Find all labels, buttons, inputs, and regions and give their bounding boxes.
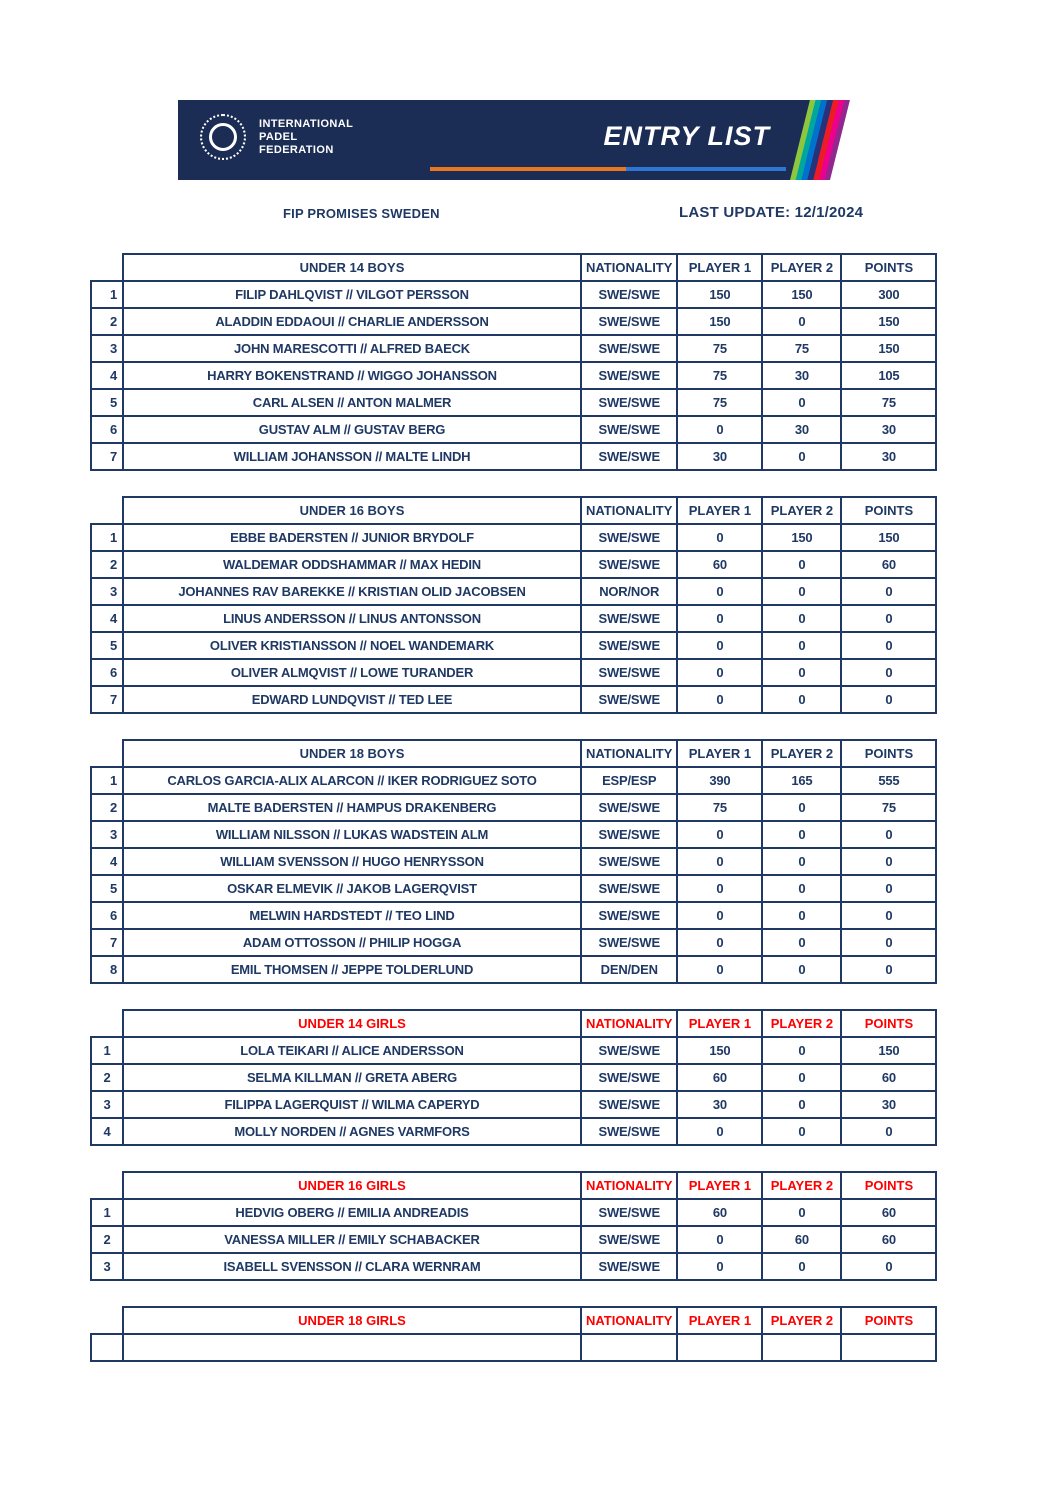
player2-points: 0 bbox=[762, 848, 841, 875]
total-points: 30 bbox=[841, 1091, 936, 1118]
column-header-points: POINTS bbox=[841, 497, 936, 524]
player1-points: 0 bbox=[677, 875, 762, 902]
rank: 3 bbox=[91, 1253, 123, 1280]
team-names: OLIVER KRISTIANSSON // NOEL WANDEMARK bbox=[123, 632, 581, 659]
player1-points: 60 bbox=[677, 1064, 762, 1091]
total-points: 0 bbox=[841, 848, 936, 875]
table-header-row bbox=[91, 1010, 936, 1037]
rank: 1 bbox=[91, 767, 123, 794]
player1-points: 0 bbox=[677, 578, 762, 605]
table-row bbox=[91, 794, 936, 821]
player2-points: 0 bbox=[762, 605, 841, 632]
total-points: 0 bbox=[841, 578, 936, 605]
team-names: WILLIAM NILSSON // LUKAS WADSTEIN ALM bbox=[123, 821, 581, 848]
table-row bbox=[91, 524, 936, 551]
table-row bbox=[91, 767, 936, 794]
player2-points: 0 bbox=[762, 308, 841, 335]
column-header-player2: PLAYER 2 bbox=[762, 1172, 841, 1199]
nationality: SWE/SWE bbox=[581, 335, 677, 362]
nationality: SWE/SWE bbox=[581, 929, 677, 956]
total-points: 30 bbox=[841, 416, 936, 443]
table-row bbox=[91, 956, 936, 983]
table-row bbox=[91, 578, 936, 605]
player1-points: 0 bbox=[677, 659, 762, 686]
total-points: 60 bbox=[841, 1199, 936, 1226]
total-points: 0 bbox=[841, 956, 936, 983]
player1-points: 0 bbox=[677, 848, 762, 875]
team-names: ISABELL SVENSSON // CLARA WERNRAM bbox=[123, 1253, 581, 1280]
team-names: HEDVIG OBERG // EMILIA ANDREADIS bbox=[123, 1199, 581, 1226]
event-name: FIP PROMISES SWEDEN bbox=[283, 206, 440, 221]
nationality: NOR/NOR bbox=[581, 578, 677, 605]
player1-points: 150 bbox=[677, 308, 762, 335]
table-title: UNDER 18 GIRLS bbox=[123, 1307, 581, 1334]
nationality: SWE/SWE bbox=[581, 443, 677, 470]
table-row bbox=[91, 686, 936, 713]
header-banner bbox=[178, 100, 828, 180]
column-header-nationality: NATIONALITY bbox=[581, 254, 677, 281]
table-row bbox=[91, 605, 936, 632]
column-header-player2: PLAYER 2 bbox=[762, 1307, 841, 1334]
nationality: SWE/SWE bbox=[581, 821, 677, 848]
team-names: ALADDIN EDDAOUI // CHARLIE ANDERSSON bbox=[123, 308, 581, 335]
nationality: SWE/SWE bbox=[581, 875, 677, 902]
player2-points: 0 bbox=[762, 443, 841, 470]
player2-points: 0 bbox=[762, 686, 841, 713]
team-names: FILIPPA LAGERQUIST // WILMA CAPERYD bbox=[123, 1091, 581, 1118]
table-row bbox=[91, 929, 936, 956]
column-header-nationality: NATIONALITY bbox=[581, 740, 677, 767]
column-header-points: POINTS bbox=[841, 1010, 936, 1037]
rank: 3 bbox=[91, 821, 123, 848]
table-row bbox=[91, 281, 936, 308]
rank: 4 bbox=[91, 362, 123, 389]
player2-points: 0 bbox=[762, 821, 841, 848]
rank: 8 bbox=[91, 956, 123, 983]
column-header-player2: PLAYER 2 bbox=[762, 1010, 841, 1037]
total-points: 0 bbox=[841, 605, 936, 632]
player1-points: 75 bbox=[677, 335, 762, 362]
total-points: 60 bbox=[841, 1064, 936, 1091]
total-points: 75 bbox=[841, 794, 936, 821]
column-header-points: POINTS bbox=[841, 254, 936, 281]
rank-header-spacer bbox=[91, 254, 123, 281]
player2-points: 0 bbox=[762, 929, 841, 956]
column-header-points: POINTS bbox=[841, 1172, 936, 1199]
rank: 1 bbox=[91, 524, 123, 551]
rank: 3 bbox=[91, 1091, 123, 1118]
total-points: 60 bbox=[841, 1226, 936, 1253]
player1-points bbox=[677, 1334, 762, 1361]
nationality: SWE/SWE bbox=[581, 659, 677, 686]
table-row bbox=[91, 1037, 936, 1064]
total-points: 105 bbox=[841, 362, 936, 389]
entry-table bbox=[90, 1009, 937, 1146]
nationality: ESP/ESP bbox=[581, 767, 677, 794]
nationality: SWE/SWE bbox=[581, 605, 677, 632]
table-row bbox=[91, 1226, 936, 1253]
rank: 2 bbox=[91, 1064, 123, 1091]
banner-title: ENTRY LIST bbox=[603, 121, 770, 151]
nationality: SWE/SWE bbox=[581, 416, 677, 443]
table-row bbox=[91, 1091, 936, 1118]
column-header-player1: PLAYER 1 bbox=[677, 1010, 762, 1037]
nationality: SWE/SWE bbox=[581, 524, 677, 551]
rank: 2 bbox=[91, 551, 123, 578]
player2-points: 150 bbox=[762, 524, 841, 551]
rank: 6 bbox=[91, 416, 123, 443]
table-header-row bbox=[91, 1307, 936, 1334]
nationality: SWE/SWE bbox=[581, 1064, 677, 1091]
nationality: SWE/SWE bbox=[581, 281, 677, 308]
table-header-row bbox=[91, 1172, 936, 1199]
rank bbox=[91, 1334, 123, 1361]
table-row bbox=[91, 848, 936, 875]
player1-points: 75 bbox=[677, 362, 762, 389]
column-header-nationality: NATIONALITY bbox=[581, 497, 677, 524]
player1-points: 150 bbox=[677, 281, 762, 308]
player2-points bbox=[762, 1334, 841, 1361]
table-row bbox=[91, 659, 936, 686]
total-points: 0 bbox=[841, 875, 936, 902]
player1-points: 0 bbox=[677, 632, 762, 659]
column-header-nationality: NATIONALITY bbox=[581, 1307, 677, 1334]
total-points: 0 bbox=[841, 659, 936, 686]
total-points: 150 bbox=[841, 308, 936, 335]
player1-points: 0 bbox=[677, 1118, 762, 1145]
column-header-nationality: NATIONALITY bbox=[581, 1172, 677, 1199]
player2-points: 150 bbox=[762, 281, 841, 308]
total-points bbox=[841, 1334, 936, 1361]
table-title: UNDER 16 BOYS bbox=[123, 497, 581, 524]
column-header-player1: PLAYER 1 bbox=[677, 1307, 762, 1334]
player2-points: 0 bbox=[762, 1199, 841, 1226]
column-header-player1: PLAYER 1 bbox=[677, 1172, 762, 1199]
player2-points: 0 bbox=[762, 875, 841, 902]
player1-points: 150 bbox=[677, 1037, 762, 1064]
team-names: LOLA TEIKARI // ALICE ANDERSSON bbox=[123, 1037, 581, 1064]
rank: 7 bbox=[91, 929, 123, 956]
player2-points: 30 bbox=[762, 362, 841, 389]
column-header-nationality: NATIONALITY bbox=[581, 1010, 677, 1037]
total-points: 60 bbox=[841, 551, 936, 578]
player1-points: 0 bbox=[677, 821, 762, 848]
rank-header-spacer bbox=[91, 1307, 123, 1334]
player1-points: 75 bbox=[677, 794, 762, 821]
nationality: SWE/SWE bbox=[581, 1037, 677, 1064]
team-names: CARL ALSEN // ANTON MALMER bbox=[123, 389, 581, 416]
player1-points: 0 bbox=[677, 1253, 762, 1280]
player2-points: 0 bbox=[762, 1064, 841, 1091]
rank: 5 bbox=[91, 632, 123, 659]
rank: 5 bbox=[91, 875, 123, 902]
column-header-player1: PLAYER 1 bbox=[677, 497, 762, 524]
team-names: WALDEMAR ODDSHAMMAR // MAX HEDIN bbox=[123, 551, 581, 578]
nationality: SWE/SWE bbox=[581, 551, 677, 578]
player1-points: 390 bbox=[677, 767, 762, 794]
nationality: SWE/SWE bbox=[581, 389, 677, 416]
player2-points: 0 bbox=[762, 1118, 841, 1145]
rank: 1 bbox=[91, 1037, 123, 1064]
rank: 1 bbox=[91, 281, 123, 308]
total-points: 150 bbox=[841, 1037, 936, 1064]
total-points: 0 bbox=[841, 632, 936, 659]
rank-header-spacer bbox=[91, 1010, 123, 1037]
table-title: UNDER 14 BOYS bbox=[123, 254, 581, 281]
total-points: 555 bbox=[841, 767, 936, 794]
nationality: SWE/SWE bbox=[581, 1091, 677, 1118]
column-header-player1: PLAYER 1 bbox=[677, 254, 762, 281]
total-points: 30 bbox=[841, 443, 936, 470]
tables-container bbox=[0, 253, 1058, 1387]
rank: 2 bbox=[91, 308, 123, 335]
team-names: OLIVER ALMQVIST // LOWE TURANDER bbox=[123, 659, 581, 686]
total-points: 0 bbox=[841, 929, 936, 956]
nationality: SWE/SWE bbox=[581, 794, 677, 821]
player2-points: 0 bbox=[762, 578, 841, 605]
column-header-player2: PLAYER 2 bbox=[762, 497, 841, 524]
rank: 7 bbox=[91, 686, 123, 713]
column-header-player2: PLAYER 2 bbox=[762, 254, 841, 281]
team-names: WILLIAM SVENSSON // HUGO HENRYSSON bbox=[123, 848, 581, 875]
rank: 4 bbox=[91, 848, 123, 875]
rank: 4 bbox=[91, 1118, 123, 1145]
player1-points: 0 bbox=[677, 956, 762, 983]
banner-accent-stripe bbox=[430, 167, 786, 171]
nationality: SWE/SWE bbox=[581, 1199, 677, 1226]
table-row bbox=[91, 362, 936, 389]
rank: 1 bbox=[91, 1199, 123, 1226]
column-header-player1: PLAYER 1 bbox=[677, 740, 762, 767]
team-names bbox=[123, 1334, 581, 1361]
team-names: EBBE BADERSTEN // JUNIOR BRYDOLF bbox=[123, 524, 581, 551]
player1-points: 30 bbox=[677, 443, 762, 470]
team-names: FILIP DAHLQVIST // VILGOT PERSSON bbox=[123, 281, 581, 308]
rank: 7 bbox=[91, 443, 123, 470]
player1-points: 60 bbox=[677, 1199, 762, 1226]
entry-table bbox=[90, 1306, 937, 1362]
entry-table bbox=[90, 496, 937, 714]
nationality: SWE/SWE bbox=[581, 362, 677, 389]
player2-points: 30 bbox=[762, 416, 841, 443]
total-points: 0 bbox=[841, 686, 936, 713]
rainbow-stripes-icon bbox=[790, 100, 850, 180]
entry-table bbox=[90, 1171, 937, 1281]
entry-table bbox=[90, 253, 937, 471]
last-update: LAST UPDATE: 12/1/2024 bbox=[679, 204, 864, 221]
table-title: UNDER 16 GIRLS bbox=[123, 1172, 581, 1199]
logo-line-1: INTERNATIONAL bbox=[259, 117, 354, 130]
team-names: EMIL THOMSEN // JEPPE TOLDERLUND bbox=[123, 956, 581, 983]
rank: 2 bbox=[91, 1226, 123, 1253]
rank: 6 bbox=[91, 659, 123, 686]
player1-points: 0 bbox=[677, 1226, 762, 1253]
ipf-logo bbox=[200, 114, 353, 160]
player2-points: 60 bbox=[762, 1226, 841, 1253]
total-points: 300 bbox=[841, 281, 936, 308]
player1-points: 0 bbox=[677, 902, 762, 929]
team-names: GUSTAV ALM // GUSTAV BERG bbox=[123, 416, 581, 443]
table-header-row bbox=[91, 254, 936, 281]
team-names: MALTE BADERSTEN // HAMPUS DRAKENBERG bbox=[123, 794, 581, 821]
subheader bbox=[0, 204, 1058, 226]
team-names: CARLOS GARCIA-ALIX ALARCON // IKER RODRIGUEZ SOTO bbox=[123, 767, 581, 794]
team-names: OSKAR ELMEVIK // JAKOB LAGERQVIST bbox=[123, 875, 581, 902]
table-row bbox=[91, 1253, 936, 1280]
player2-points: 165 bbox=[762, 767, 841, 794]
table-row bbox=[91, 1199, 936, 1226]
ipf-logo-icon bbox=[200, 114, 246, 160]
ipf-logo-text bbox=[259, 118, 353, 157]
column-header-points: POINTS bbox=[841, 1307, 936, 1334]
rank-header-spacer bbox=[91, 1172, 123, 1199]
nationality: SWE/SWE bbox=[581, 686, 677, 713]
nationality: SWE/SWE bbox=[581, 902, 677, 929]
table-title: UNDER 14 GIRLS bbox=[123, 1010, 581, 1037]
player2-points: 75 bbox=[762, 335, 841, 362]
player1-points: 30 bbox=[677, 1091, 762, 1118]
table-row bbox=[91, 1064, 936, 1091]
nationality: SWE/SWE bbox=[581, 632, 677, 659]
table-row bbox=[91, 308, 936, 335]
rank-header-spacer bbox=[91, 740, 123, 767]
total-points: 75 bbox=[841, 389, 936, 416]
rank: 2 bbox=[91, 794, 123, 821]
player1-points: 60 bbox=[677, 551, 762, 578]
table-row bbox=[91, 416, 936, 443]
logo-line-3: FEDERATION bbox=[259, 143, 334, 156]
entry-table bbox=[90, 739, 937, 984]
player2-points: 0 bbox=[762, 1091, 841, 1118]
player1-points: 0 bbox=[677, 686, 762, 713]
rank: 5 bbox=[91, 389, 123, 416]
rank-header-spacer bbox=[91, 497, 123, 524]
team-names: ADAM OTTOSSON // PHILIP HOGGA bbox=[123, 929, 581, 956]
table-row bbox=[91, 335, 936, 362]
table-header-row bbox=[91, 740, 936, 767]
rank: 3 bbox=[91, 578, 123, 605]
player2-points: 0 bbox=[762, 659, 841, 686]
nationality: SWE/SWE bbox=[581, 848, 677, 875]
total-points: 0 bbox=[841, 1118, 936, 1145]
table-row bbox=[91, 389, 936, 416]
nationality: DEN/DEN bbox=[581, 956, 677, 983]
table-row bbox=[91, 1118, 936, 1145]
player2-points: 0 bbox=[762, 956, 841, 983]
table-row bbox=[91, 875, 936, 902]
player2-points: 0 bbox=[762, 902, 841, 929]
player2-points: 0 bbox=[762, 1037, 841, 1064]
table-title: UNDER 18 BOYS bbox=[123, 740, 581, 767]
player2-points: 0 bbox=[762, 389, 841, 416]
nationality: SWE/SWE bbox=[581, 1118, 677, 1145]
total-points: 0 bbox=[841, 821, 936, 848]
player2-points: 0 bbox=[762, 794, 841, 821]
total-points: 150 bbox=[841, 335, 936, 362]
player1-points: 0 bbox=[677, 929, 762, 956]
table-header-row bbox=[91, 497, 936, 524]
team-names: JOHANNES RAV BAREKKE // KRISTIAN OLID JACOBSEN bbox=[123, 578, 581, 605]
team-names: SELMA KILLMAN // GRETA ABERG bbox=[123, 1064, 581, 1091]
nationality: SWE/SWE bbox=[581, 308, 677, 335]
team-names: EDWARD LUNDQVIST // TED LEE bbox=[123, 686, 581, 713]
team-names: JOHN MARESCOTTI // ALFRED BAECK bbox=[123, 335, 581, 362]
table-row bbox=[91, 821, 936, 848]
team-names: WILLIAM JOHANSSON // MALTE LINDH bbox=[123, 443, 581, 470]
nationality: SWE/SWE bbox=[581, 1226, 677, 1253]
team-names: VANESSA MILLER // EMILY SCHABACKER bbox=[123, 1226, 581, 1253]
total-points: 0 bbox=[841, 1253, 936, 1280]
column-header-player2: PLAYER 2 bbox=[762, 740, 841, 767]
nationality: SWE/SWE bbox=[581, 1253, 677, 1280]
player1-points: 75 bbox=[677, 389, 762, 416]
player1-points: 0 bbox=[677, 524, 762, 551]
player1-points: 0 bbox=[677, 416, 762, 443]
table-row bbox=[91, 551, 936, 578]
logo-line-2: PADEL bbox=[259, 130, 298, 143]
team-names: LINUS ANDERSSON // LINUS ANTONSSON bbox=[123, 605, 581, 632]
player1-points: 0 bbox=[677, 605, 762, 632]
column-header-points: POINTS bbox=[841, 740, 936, 767]
total-points: 0 bbox=[841, 902, 936, 929]
rank: 6 bbox=[91, 902, 123, 929]
table-row bbox=[91, 632, 936, 659]
player2-points: 0 bbox=[762, 1253, 841, 1280]
table-row bbox=[91, 443, 936, 470]
nationality bbox=[581, 1334, 677, 1361]
rank: 3 bbox=[91, 335, 123, 362]
player2-points: 0 bbox=[762, 551, 841, 578]
player2-points: 0 bbox=[762, 632, 841, 659]
team-names: MOLLY NORDEN // AGNES VARMFORS bbox=[123, 1118, 581, 1145]
team-names: MELWIN HARDSTEDT // TEO LIND bbox=[123, 902, 581, 929]
table-row bbox=[91, 902, 936, 929]
rank: 4 bbox=[91, 605, 123, 632]
total-points: 150 bbox=[841, 524, 936, 551]
table-row bbox=[91, 1334, 936, 1361]
team-names: HARRY BOKENSTRAND // WIGGO JOHANSSON bbox=[123, 362, 581, 389]
